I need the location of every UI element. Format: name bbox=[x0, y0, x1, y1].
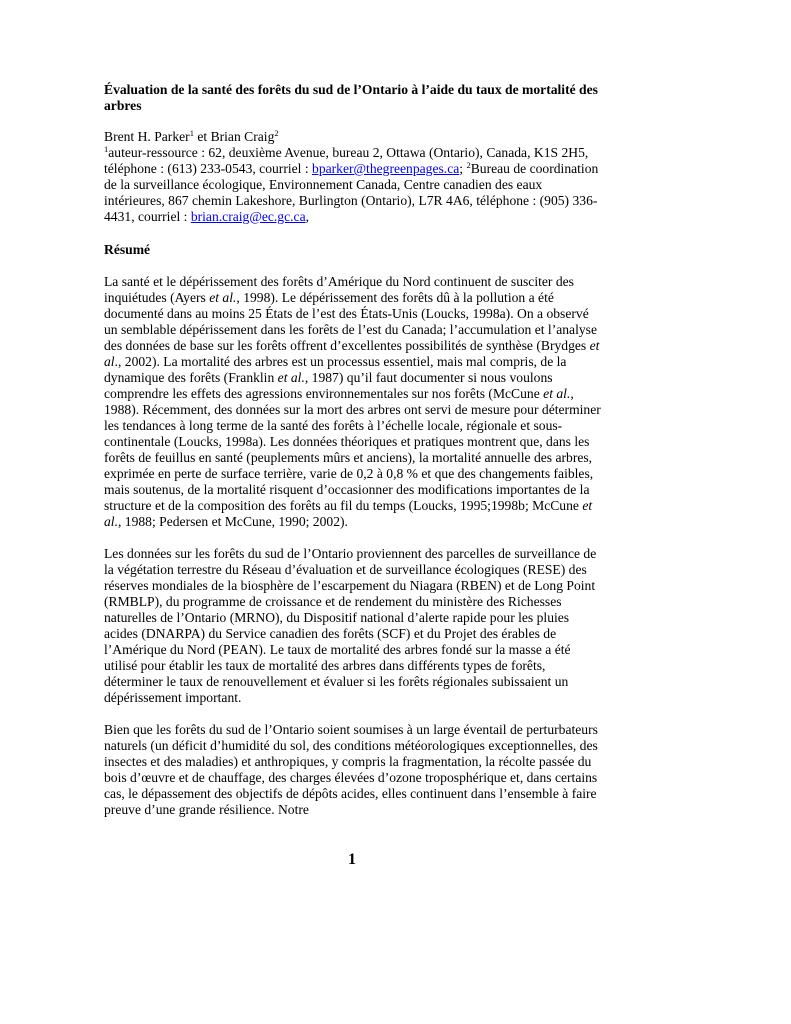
author-connector: et bbox=[193, 129, 211, 144]
paragraph-text: , 1987) qu’il faut documenter si nous voulons comprendre les effets des agressions environnementales sur nos forêts (McCune bbox=[104, 370, 553, 401]
paragraph-text: ., 2002). La mortalité des arbres est un processus essentiel, mais mal compris, de la dynamique des forêts (Franklin bbox=[104, 354, 567, 385]
body-paragraph: Bien que les forêts du sud de l’Ontario soient soumises à un large éventail de perturbateurs naturels (un déficit d’humidité du sol, des conditions météorologiques exceptionnelles, des insectes et des maladies) et anthropiques, y compris la fragmentation, la récolte passée du bois d’œuvre et de chauffage, des charges élevées d’ozone troposphérique et, dans certains cas, le dépassement des objectifs de dépôts acides, elles continuent dans l’ensemble à faire preuve d’une grande résilience. Notre bbox=[104, 722, 598, 817]
document-title: Évaluation de la santé des forêts du sud de l’Ontario à l’aide du taux de mortalité des arbres bbox=[104, 82, 598, 113]
email-link[interactable]: brian.craig@ec.gc.ca bbox=[190, 209, 306, 224]
author-affiliation-mark: 2 bbox=[274, 128, 279, 138]
citation-italic: et al. bbox=[277, 370, 305, 385]
affiliation-block bbox=[104, 145, 604, 225]
email-link[interactable]: bparker@thegreenpages.ca bbox=[312, 161, 460, 176]
document-page bbox=[104, 82, 604, 834]
body-paragraph bbox=[104, 274, 604, 530]
author-name: Brian Craig bbox=[210, 129, 275, 144]
author-line bbox=[104, 129, 604, 145]
affiliation-text: Bureau de coordination de la surveillance écologique, Environnement Canada, Centre canadien des eaux intérieures, 867 chemin Lakeshore, Burlington (Ontario), L7R 4A6, téléphone : (905) 336-4431, courriel : bbox=[104, 161, 599, 224]
citation-italic: et al bbox=[104, 338, 600, 369]
author-affiliation-mark: 1 bbox=[189, 128, 194, 138]
section-heading: Résumé bbox=[104, 242, 151, 257]
affiliation-separator: ; bbox=[459, 161, 467, 176]
affiliation-mark: 1 bbox=[104, 144, 109, 154]
paragraph-text: , 1988). Récemment, des données sur la mort des arbres ont servi de mesure pour déterminer les tendances à long terme de la santé des forêts à l’échelle locale, régionale et sous-continentale (Loucks, 1998a). Les données théoriques et pratiques montrent que, dans les forêts de feuillus en santé (peuplements mûrs et anciens), la mortalité annuelle des arbres, exprimée en perte de surface terrière, varie de 0,2 à 0,8 % et que des changements faibles, mais soutenus, de la mortalité risquent d’occasionner des modifications importantes de la structure et de la composition des forêts au fil du temps (Loucks, 1995;1998b; McCune bbox=[104, 386, 601, 513]
body-paragraph: Les données sur les forêts du sud de l’Ontario proviennent des parcelles de surveillance de la végétation terrestre du Réseau d’évaluation et de surveillance écologiques (RESE) des réserves mondiales de la biosphère de l’escarpement du Niagara (RBEN) et de Long Point (RMBLP), du programme de croissance et de rendement du ministère des Richesses naturelles de l’Ontario (MRNO), du Dispositif national d’alerte rapide pour les pluies acides (DNARPA) du Service canadien des forêts (SCF) et du Projet des érables de l’Amérique du Nord (PEAN). Le taux de mortalité des arbres fondé sur la masse a été utilisé pour établir les taux de mortalité des arbres dans différents types de forêts, déterminer le taux de renouvellement et évaluer si les forêts régionales subissaient un dépérissement important. bbox=[104, 546, 597, 705]
citation-italic: et al. bbox=[104, 498, 593, 529]
paragraph-text: La santé et le dépérissement des forêts d’Amérique du Nord continuent de susciter des inquiétudes (Ayers bbox=[104, 274, 574, 305]
affiliation-end: , bbox=[305, 209, 310, 224]
citation-italic: et al. bbox=[543, 386, 571, 401]
affiliation-mark: 2 bbox=[466, 160, 471, 170]
citation-italic: et al. bbox=[209, 290, 237, 305]
affiliation-text: auteur-ressource : 62, deuxième Avenue, bureau 2, Ottawa (Ontario), Canada, K1S 2H5, téléphone : (613) 233-0543, courriel : bbox=[104, 145, 589, 176]
paragraph-text: , 1998). Le dépérissement des forêts dû à la pollution a été documenté dans au moins 25 États de l’est des États-Unis (Loucks, 1998a). On a observé un semblable dépérissement dans les forêts de l’est du Canada; l’accumulation et l’analyse des données de base sur les forêts offrent d’excellentes possibilités de synthèse (Brydges bbox=[104, 290, 597, 353]
author-name: Brent H. Parker bbox=[104, 129, 190, 144]
paragraph-text: , 1988; Pedersen et McCune, 1990; 2002). bbox=[117, 514, 348, 529]
page-number: 1 bbox=[348, 851, 356, 868]
